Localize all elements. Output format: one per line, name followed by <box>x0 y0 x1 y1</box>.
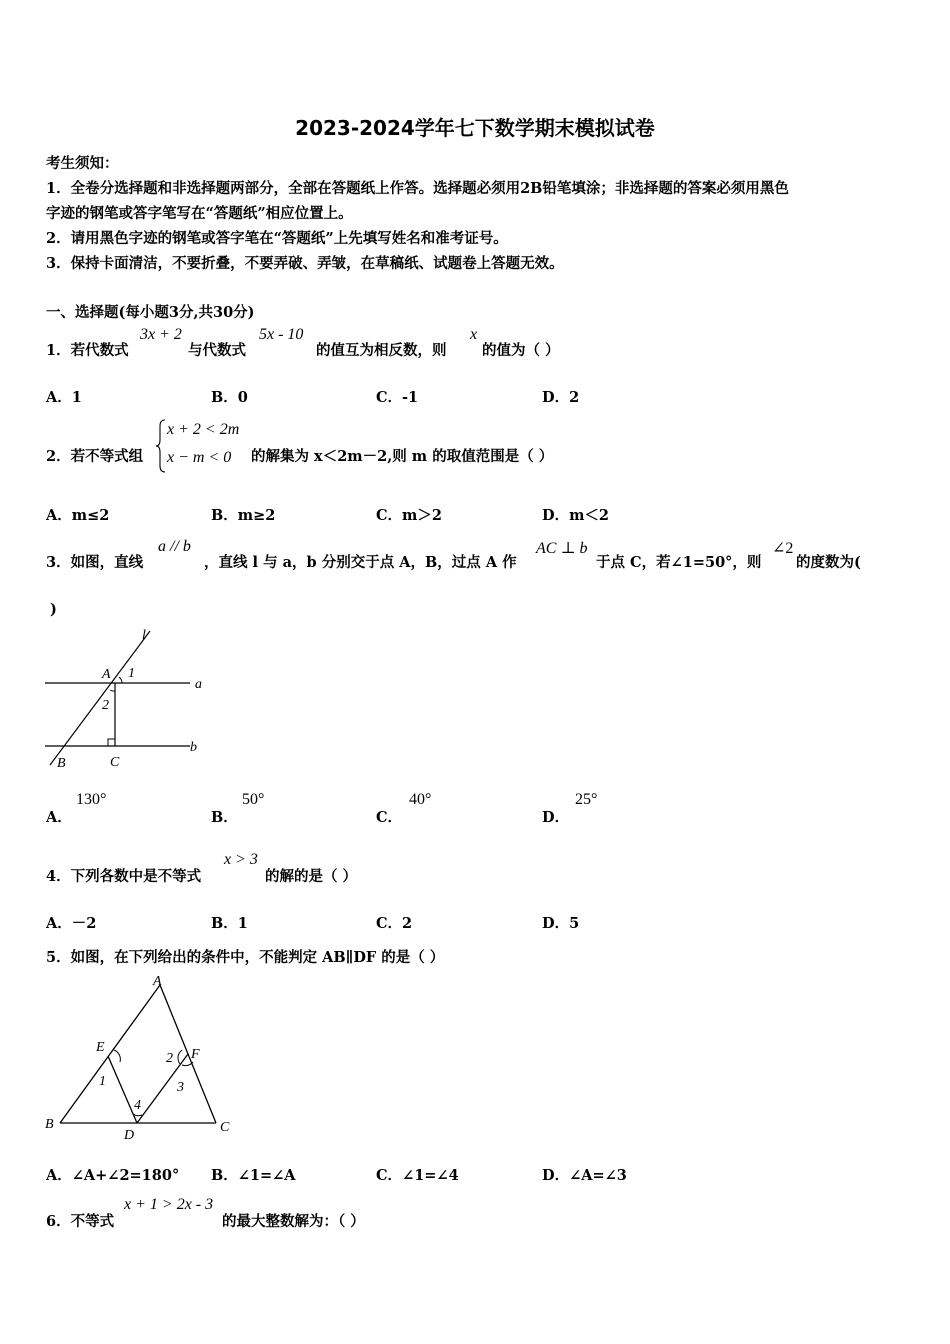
segment-ed <box>108 1056 137 1123</box>
q3-option-d-letter: D． <box>542 809 570 826</box>
label-C: C <box>220 1120 230 1135</box>
q3-expr-1: a // b <box>158 538 191 555</box>
q5-option-a: A．∠A+∠2=180° <box>46 1167 180 1184</box>
q4-option-b: B．1 <box>211 915 248 932</box>
q5-option-b: B．∠1=∠A <box>211 1167 296 1184</box>
notice-heading: 考生须知： <box>46 155 119 172</box>
q1-text-4: 的值为（ ） <box>482 342 560 359</box>
q1-text-3: 的值互为相反数，则 <box>316 342 447 359</box>
notice-line-2: 2．请用黑色字迹的钢笔或答字笔在“答题纸”上先填写姓名和准考证号。 <box>46 230 508 247</box>
q3-option-b-letter: B． <box>211 809 238 826</box>
notice-line-1a: 1．全卷分选择题和非选择题两部分，全部在答题纸上作答。选择题必须用2B铅笔填涂；非选择题的答案必须用黑色 <box>46 180 789 197</box>
label-3: 3 <box>177 1080 184 1095</box>
q1-option-b: B．0 <box>211 389 248 406</box>
q4-option-a: A．－2 <box>46 915 97 932</box>
page-title: 2023-2024学年七下数学期末模拟试卷 <box>295 116 655 140</box>
label-b: b <box>190 740 197 755</box>
q4-expr-1: x > 3 <box>224 851 258 868</box>
notice-line-1b: 字迹的钢笔或答字笔写在“答题纸”相应位置上。 <box>46 205 353 222</box>
label-1: 1 <box>99 1074 106 1089</box>
label-2: 2 <box>102 698 109 713</box>
q4-text-1: 4．下列各数中是不等式 <box>46 868 202 885</box>
q3-text-3: 于点 C，若∠1=50°，则 <box>596 554 762 571</box>
q4-text-2: 的解的是（ ） <box>265 868 358 885</box>
right-angle-mark <box>108 739 115 746</box>
q6-text-2: 的最大整数解为：（ ） <box>222 1213 365 1230</box>
q2-text-2: 的解集为 x＜2m－2,则 m 的取值范围是（ ） <box>251 448 554 465</box>
label-l: l <box>142 628 146 643</box>
angle-1-arc <box>119 677 122 683</box>
q2-option-b: B．m≥2 <box>211 507 276 524</box>
q3-text-4: 的度数为( <box>796 554 861 571</box>
q5-option-c: C．∠1=∠4 <box>376 1167 459 1184</box>
label-4: 4 <box>134 1098 141 1113</box>
label-B: B <box>57 756 66 771</box>
q3-option-b-value: 50° <box>242 791 265 808</box>
q1-text-2: 与代数式 <box>188 342 246 359</box>
section-heading: 一、选择题(每小题3分,共30分) <box>46 304 255 321</box>
q3-text-1: 3．如图，直线 <box>46 554 144 571</box>
q3-option-a-value: 130° <box>76 791 107 808</box>
q2-brace <box>155 418 167 474</box>
label-2: 2 <box>166 1051 173 1066</box>
q6-text-1: 6．不等式 <box>46 1213 115 1230</box>
label-D: D <box>124 1128 135 1143</box>
label-B: B <box>45 1117 54 1132</box>
q3-text-2: ，直线 l 与 a，b 分别交于点 A，B，过点 A 作 <box>204 554 517 571</box>
q1-text-1: 1．若代数式 <box>46 342 129 359</box>
q3-expr-2: AC ⊥ b <box>536 540 588 557</box>
q1-option-d: D．2 <box>542 389 580 406</box>
q3-expr-3: ∠2 <box>772 540 794 557</box>
q4-option-c: C．2 <box>376 915 413 932</box>
q3-option-c-letter: C． <box>376 809 403 826</box>
label-1: 1 <box>128 666 135 681</box>
q1-option-a: A．1 <box>46 389 82 406</box>
q4-option-d: D．5 <box>542 915 580 932</box>
label-F: F <box>191 1047 200 1062</box>
q1-expr-1: 3x + 2 <box>140 326 182 343</box>
q5-text: 5．如图，在下列给出的条件中，不能判定 AB∥DF 的是（ ） <box>46 949 445 966</box>
q1-expr-3: x <box>470 326 478 343</box>
side-ab <box>60 985 160 1123</box>
q3-option-d-value: 25° <box>575 791 598 808</box>
q2-option-c: C．m＞2 <box>376 507 442 524</box>
q2-option-a: A．m≤2 <box>46 507 110 524</box>
q3-text-5: ) <box>50 601 57 618</box>
q3-figure <box>40 625 215 775</box>
label-A: A <box>153 974 162 989</box>
q2-text-1: 2．若不等式组 <box>46 448 144 465</box>
angle-1-arc <box>114 1050 120 1062</box>
q3-option-a-letter: A． <box>46 809 72 826</box>
line-l <box>50 631 150 765</box>
q2-system-line-1: x + 2 < 2m <box>167 421 240 438</box>
label-C: C <box>110 755 120 770</box>
q2-option-d: D．m＜2 <box>542 507 610 524</box>
q1-expr-2: 5x - 10 <box>259 326 304 343</box>
q6-expr-1: x + 1 > 2x - 3 <box>124 1196 214 1213</box>
notice-line-3: 3．保持卡面清洁，不要折叠，不要弄破、弄皱，在草稿纸、试题卷上答题无效。 <box>46 255 564 272</box>
angle-2-arc <box>110 690 115 691</box>
label-a: a <box>195 677 202 692</box>
q5-figure <box>40 970 240 1145</box>
q3-option-c-value: 40° <box>409 791 432 808</box>
q5-option-d: D．∠A=∠3 <box>542 1167 627 1184</box>
q2-system-line-2: x − m < 0 <box>167 449 232 466</box>
label-E: E <box>96 1040 105 1055</box>
label-A: A <box>102 667 111 682</box>
q1-option-c: C．-1 <box>376 389 419 406</box>
